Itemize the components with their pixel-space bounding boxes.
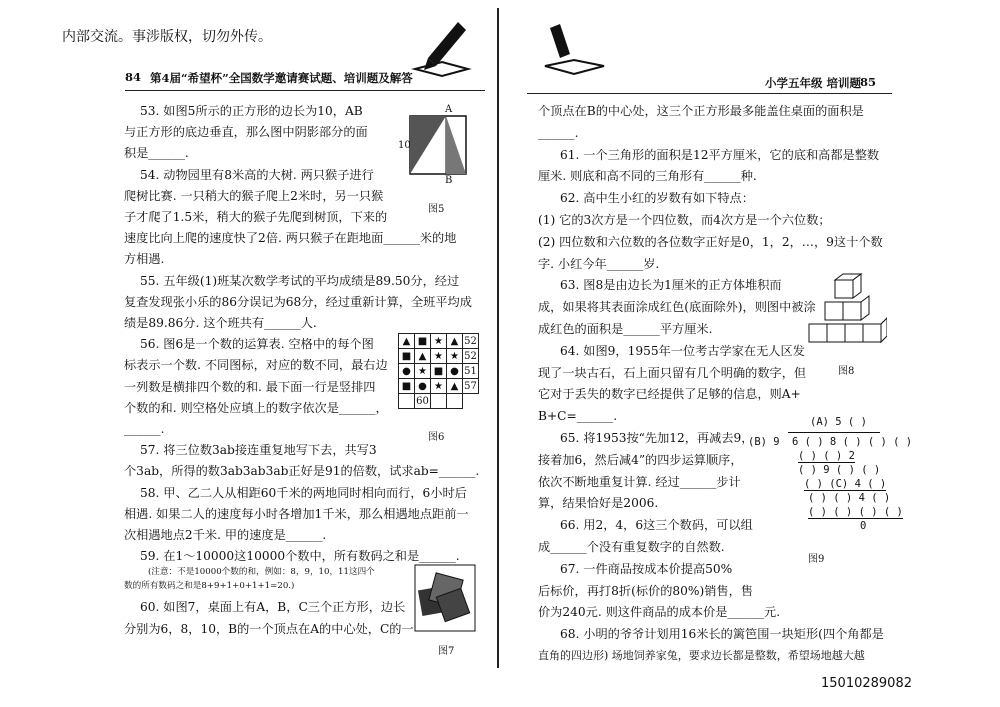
right-line: 字. 小红今年______岁. <box>538 256 660 271</box>
right-line: B+C=______. <box>538 409 618 424</box>
left-line: 60. 如图7，桌面上有A，B，C三个正方形，边长 <box>140 600 406 615</box>
left-line: 59. 在1～10000这10000个数中，所有数码之和是______. <box>140 549 460 564</box>
fig6-cell: 52 <box>464 335 477 347</box>
left-line: 个数的和. 则空格处应填上的数字依次是______， <box>124 400 388 415</box>
right-line: 成，如果将其表面涂成红色(底面除外)，则图中被涂 <box>538 300 816 315</box>
figure-9-division <box>748 416 913 546</box>
fig6-cell: ★ <box>447 349 463 364</box>
fig6-cell: ■ <box>399 349 415 364</box>
left-line: 分别为6，8，10，B的一个顶点在A的中心处，C的一 <box>124 621 414 636</box>
right-line: 价为240元. 则这件商品的成本价是______元. <box>538 605 781 620</box>
right-line: 个顶点在B的中心处，这三个正方形最多能盖住桌面的面积是 <box>538 104 864 118</box>
left-line: 积是______. <box>124 146 189 161</box>
right-line: ______. <box>538 125 579 140</box>
left-line: 个3ab，所得的数3ab3ab3ab正好是91的倍数，试求ab=______. <box>124 464 480 479</box>
fig6-cell: ★ <box>431 334 447 349</box>
left-line: 速度比向上爬的速度快了2倍. 两只猴子在距地面______米的地 <box>124 231 457 246</box>
right-line: 63. 图8是由边长为1厘米的正方体堆积而 <box>560 278 782 293</box>
fig5-caption: 图5 <box>428 204 445 215</box>
fig6-cell: ■ <box>399 379 415 394</box>
left-line: 复查发现张小乐的86分误记为68分，经过重新计算，全班平均成 <box>124 294 472 309</box>
left-line: 标表示一个数. 不同图标，对应的数不同，最右边 <box>124 358 388 373</box>
right-line: 依次不断地重复计算. 经过______步计 <box>538 474 741 489</box>
left-line: 58. 甲、乙二人从相距60千米的两地同时相向而行，6小时后 <box>140 485 467 500</box>
left-line: 方相遇. <box>124 252 165 267</box>
left-line: 爬树比赛. 一只稍大的猴子爬上2米时，另一只猴 <box>124 188 384 203</box>
left-line: 相遇. 如果二人的速度每小时各增加1千米，那么相遇地点距前一 <box>124 506 469 521</box>
fig6-cell: ▲ <box>447 334 463 349</box>
right-line: 算，结果恰好是2006. <box>538 496 659 511</box>
fig9-line: ( ) 9 ( ) ( ) <box>798 464 881 476</box>
right-line: 65. 将1953按“先加12，再减去9， <box>560 431 754 445</box>
figure-8-cubes <box>805 272 887 358</box>
fig6-cell: 52 <box>464 350 477 362</box>
fig9-line: 0 <box>860 520 867 532</box>
right-line: 67. 一件商品按成本价提高50% <box>560 561 733 576</box>
fig6-cell: ▲ <box>447 379 463 394</box>
fig6-cell: ● <box>415 379 431 394</box>
right-line: 68. 小明的爷爷计划用16米长的篱笆围一块矩形(四个角都是 <box>560 627 884 642</box>
fig9-line: ( ) ( ) ( ) ( ) <box>808 506 903 518</box>
right-line: 厘米. 则底和高不同的三角形有______种. <box>538 169 757 184</box>
fig5-label-b: B <box>445 175 453 186</box>
pen-book-icon-right <box>540 18 610 82</box>
fig6-cell: ■ <box>431 364 447 379</box>
fig6-cell: ★ <box>431 349 447 364</box>
figure-7 <box>412 562 477 638</box>
left-line: 与正方形的底边垂直，那么图中阴影部分的面 <box>124 125 368 140</box>
right-line: 61. 一个三角形的面积是12平方厘米，它的底和高都是整数 <box>560 147 880 162</box>
fig6-cell <box>431 394 447 409</box>
fig9-line: ( ) ( ) 4 ( ) <box>808 492 891 504</box>
left-header-title: 第4届“希望杯”全国数学邀请赛试题、培训题及解答 <box>150 71 413 85</box>
right-header-title: 小学五年级 培训题 <box>765 76 862 90</box>
fig9-line: ( ) ( ) 2 <box>798 450 855 462</box>
left-note-line: (注意：不是10000个数的和，例如：8，9，10，11这四个 <box>148 567 375 578</box>
left-header-rule <box>125 90 485 91</box>
right-line: 后标价，再打8折(标价的80%)销售，售 <box>538 583 753 598</box>
right-line: 62. 高中生小红的岁数有如下特点： <box>560 191 754 206</box>
right-line: 成红色的面积是______平方厘米. <box>538 322 713 336</box>
fig6-cell: ★ <box>431 379 447 394</box>
fig6-caption: 图6 <box>428 432 445 443</box>
fig6-cell <box>447 394 463 409</box>
fig6-cell: ● <box>399 364 415 379</box>
confidential-note: 内部交流。事涉版权，切勿外传。 <box>62 29 272 45</box>
left-line: 绩是89.86分. 这个班共有______人. <box>124 316 317 330</box>
fig6-cell: 51 <box>464 365 477 377</box>
right-line: 成______个没有重复数字的自然数. <box>538 540 725 554</box>
left-note-line: 数的所有数码之和是8+9+1+0+1+1=20.) <box>124 581 295 592</box>
fig6-cell: 60 <box>416 395 429 407</box>
fig7-caption: 图7 <box>438 646 455 657</box>
fig9-division-bar <box>788 432 880 433</box>
left-line: 子才爬了1.5米，稍大的猴子先爬到树顶，下来的 <box>124 210 388 224</box>
fig6-cell: 57 <box>464 380 477 392</box>
right-line: 64. 如图9，1955年一位考古学家在无人区发 <box>560 343 805 358</box>
fig6-cell: ▲ <box>399 334 415 349</box>
left-line: 一列数是横排四个数的和. 最下面一行是竖排四 <box>124 379 376 394</box>
fig6-cell: ● <box>447 364 463 379</box>
right-line: (2) 四位数和六位数的各位数字正好是0，1，2，…，9这十个数 <box>538 234 883 249</box>
right-line: 现了一块古石，石上面只留有几个明确的数字，但 <box>538 365 807 380</box>
fig6-cell: ■ <box>415 334 431 349</box>
fig9-caption: 图9 <box>808 554 825 565</box>
left-line: 57. 将三位数3ab接连重复地写下去，共写3 <box>140 443 377 458</box>
right-line: 66. 用2，4，6这三个数码，可以组 <box>560 518 753 533</box>
left-line: 54. 动物园里有8米高的大树. 两只猴子进行 <box>140 167 374 182</box>
fig5-label-a: A <box>445 104 453 115</box>
right-line: 直角的四边形) 场地饲养家兔，要求边长都是整数，希望场地越大越 <box>538 649 865 662</box>
phone-number: 15010289082 <box>821 676 912 691</box>
right-line: 接着加6，然后减4”的四步运算顺序， <box>538 452 743 467</box>
right-line: (1) 它的3次方是一个四位数，而4次方是一个六位数； <box>538 213 831 227</box>
figure-5 <box>402 104 470 190</box>
fig6-cell: ▲ <box>415 349 431 364</box>
fig9-line: 6 ( ) 8 ( ) ( ) ( ) <box>792 436 913 448</box>
right-page-number: 85 <box>860 75 877 89</box>
left-page-number: 84 <box>125 70 142 84</box>
fig5-side-label: 10 <box>398 140 411 151</box>
left-line: 56. 图6是一个数的运算表. 空格中的每个图 <box>140 337 374 352</box>
left-line: 次相遇地点2千米. 甲的速度是______. <box>124 528 327 542</box>
right-line: 它对于丢失的数字已经提供了足够的信息，则A+ <box>538 387 801 402</box>
fig9-quotient: (A) 5 ( ) <box>810 416 867 428</box>
fig9-line: ( ) (C) 4 ( ) <box>804 478 887 490</box>
fig9-divisor: (B) 9 <box>748 436 780 448</box>
fig8-caption: 图8 <box>838 366 855 377</box>
figure-6-table <box>398 333 479 409</box>
pen-book-icon <box>410 14 475 88</box>
fig6-cell <box>399 394 415 409</box>
left-line: 55. 五年级(1)班某次数学考试的平均成绩是89.50分，经过 <box>140 273 460 288</box>
page-spine <box>497 8 499 668</box>
right-header-rule <box>527 93 892 94</box>
fig6-cell: ★ <box>415 364 431 379</box>
left-line: ______. <box>124 422 165 436</box>
left-line: 53. 如图5所示的正方形的边长为10，AB <box>140 104 363 118</box>
